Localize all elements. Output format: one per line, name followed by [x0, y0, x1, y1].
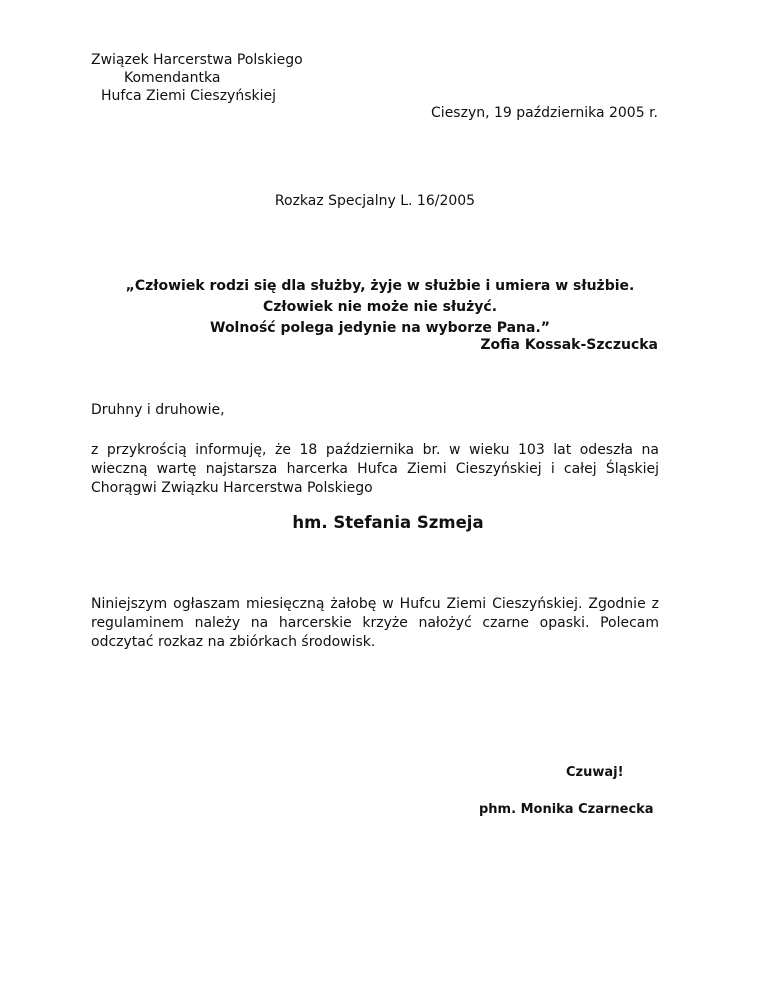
signer-name: phm. Monika Czarnecka — [479, 802, 654, 817]
quote-block — [100, 276, 660, 339]
quote-author: Zofia Kossak-Szczucka — [480, 337, 658, 353]
deceased-name: hm. Stefania Szmeja — [292, 513, 484, 532]
quote-line: Człowiek nie może nie służyć. — [262, 299, 498, 315]
organization-role: Komendantka — [124, 70, 221, 86]
quote-line: Wolność polega jedynie na wyborze Pana.” — [210, 320, 550, 336]
mourning-paragraph: Niniejszym ogłaszam miesięczną żałobę w Hufcu Ziemi Cieszyńskiej. Zgodnie z regulaminem należy na harcerskie krzyże nałożyć czarne opaski. Polecam odczytać rozkaz na zbiórkach środowisk. — [91, 596, 659, 650]
organization-unit: Hufca Ziemi Cieszyńskiej — [101, 88, 276, 104]
quote-line: „Człowiek rodzi się dla służby, żyje w służbie i umiera w służbie. — [125, 278, 635, 294]
greeting: Druhny i druhowie, — [91, 402, 225, 418]
document-date: Cieszyn, 19 października 2005 r. — [431, 105, 658, 121]
organization-name: Związek Harcerstwa Polskiego — [91, 52, 303, 68]
announcement-paragraph: z przykrością informuję, że 18 października br. w wieku 103 lat odeszła na wieczną wartę najstarsza harcerka Hufca Ziemi Cieszyńskiej i całej Śląskiej Chorągwi Związku Harcerstwa Polskiego — [91, 442, 659, 496]
order-title: Rozkaz Specjalny L. 16/2005 — [274, 193, 476, 209]
closing-salutation: Czuwaj! — [566, 765, 624, 780]
